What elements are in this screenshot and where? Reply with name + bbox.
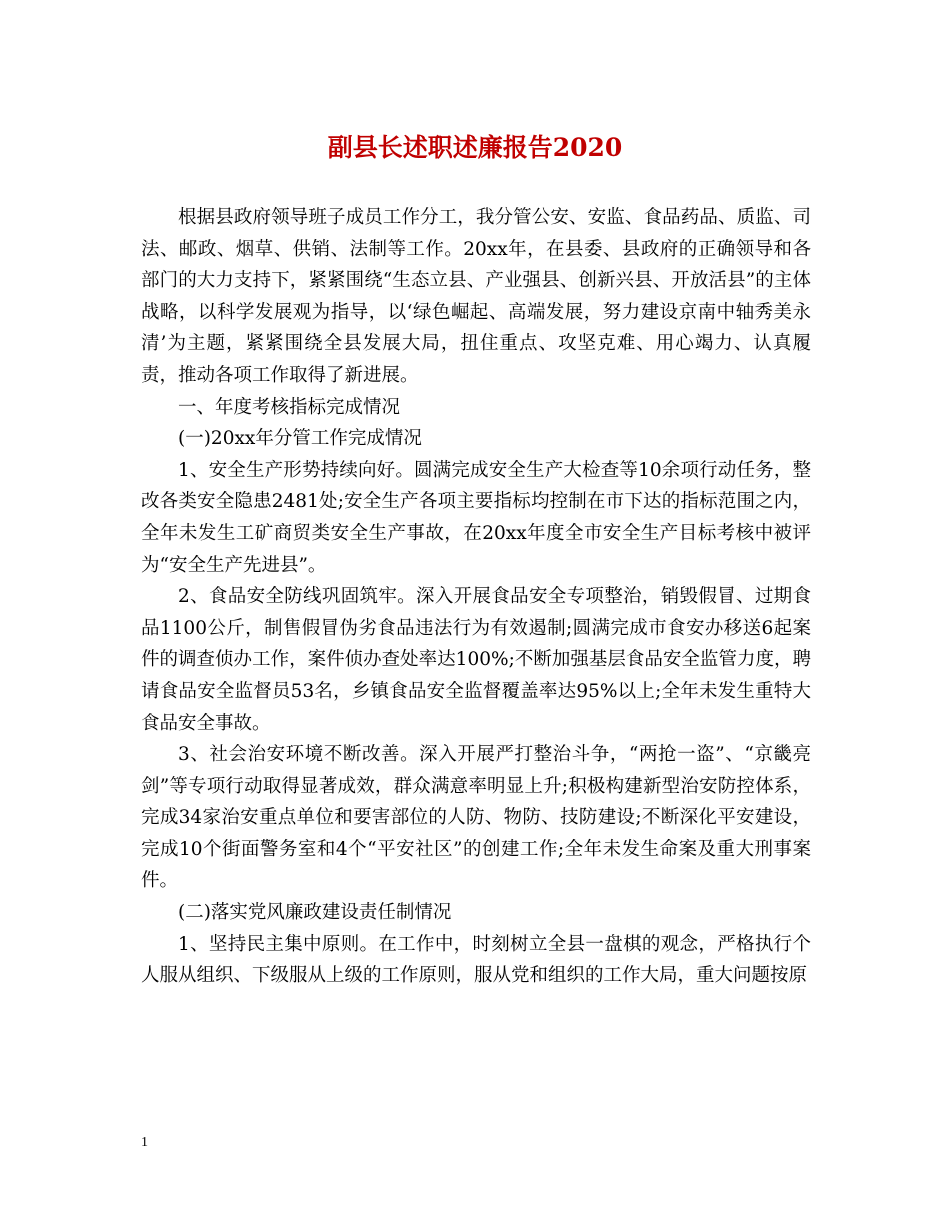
- document-title: 副县长述职述廉报告2020: [327, 133, 623, 162]
- paragraph-safety: 1、安全生产形势持续向好。圆满完成安全生产大检查等10余项行动任务，整改各类安全隐患2481处;安全生产各项主要指标均控制在市下达的指标范围之内，全年未发生工矿商贸类安全生产事故，在20xx年度全市安全生产目标考核中被评为“安全生产先进县”。: [141, 459, 811, 576]
- paragraph-public-security: 3、社会治安环境不断改善。深入开展严打整治斗争，“两抢一盗”、“京畿亮剑”等专项行动取得显著成效，群众满意率明显上升;积极构建新型治安防控体系，完成34家治安重点单位和要害部位的人防、物防、技防建设;不断深化平安建设，完成10个街面警务室和4个“平安社区”的创建工作;全年未发生命案及重大刑事案件。: [141, 744, 811, 892]
- subsection-heading-2: (二)落实党风廉政建设责任制情况: [178, 902, 452, 924]
- paragraph-food-safety: 2、食品安全防线巩固筑牢。深入开展食品安全专项整治，销毁假冒、过期食品1100公斤，制售假冒伪劣食品违法行为有效遏制;圆满完成市食安办移送6起案件的调查侦办工作，案件侦办查处率达100%;不断加强基层食品安全监管力度，聘请食品安全监督员53名，乡镇食品安全监督覆盖率达95%以上;全年未发生重特大食品安全事故。: [141, 586, 811, 734]
- section-heading-1: 一、年度考核指标完成情况: [178, 396, 401, 418]
- page-number: 1: [141, 1135, 148, 1150]
- document-body: [141, 202, 811, 992]
- paragraph-democratic-centralism: 1、坚持民主集中原则。在工作中，时刻树立全县一盘棋的观念，严格执行个人服从组织、下级服从上级的工作原则，服从党和组织的工作大局，重大问题按原: [141, 933, 811, 987]
- paragraph-intro: 根据县政府领导班子成员工作分工，我分管公安、安监、食品药品、质监、司法、邮政、烟草、供销、法制等工作。20xx年，在县委、县政府的正确领导和各部门的大力支持下，紧紧围绕“生态立县、产业强县、创新兴县、开放活县”的主体战略，以科学发展观为指导，以‘绿色崛起、高端发展，努力建设京南中轴秀美永清’为主题，紧紧围绕全县发展大局，扭住重点、攻坚克难、用心竭力、认真履责，推动各项工作取得了新进展。: [141, 207, 811, 386]
- subsection-heading-1: (一)20xx年分管工作完成情况: [178, 428, 422, 450]
